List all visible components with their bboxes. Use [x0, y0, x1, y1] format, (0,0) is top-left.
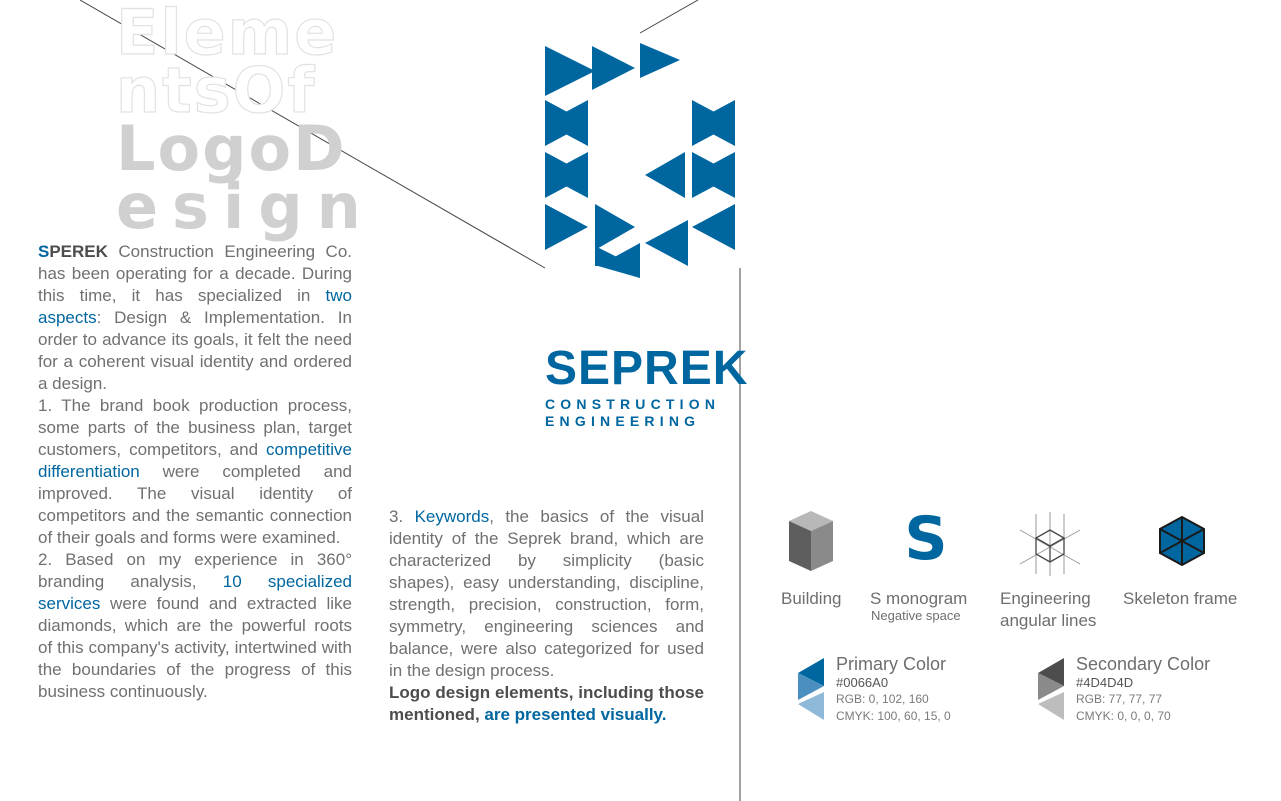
highlight-text: Keywords [414, 507, 490, 526]
paragraph-text: Construction Engineering Co. has been operating for a decade. During this time, it has specialized in [38, 242, 352, 305]
title-line: ntsOf [116, 54, 317, 127]
brand-name-text: PEREK [49, 242, 108, 261]
paragraph-text: Logo design elements, including those mentioned, [389, 683, 704, 724]
primary-color-info [836, 674, 951, 725]
highlight-text: are presented visually. [484, 705, 667, 724]
paragraph-text: 3. [389, 507, 415, 526]
logo-name: SEPREK [545, 342, 749, 395]
highlight-text: two aspects [38, 286, 352, 327]
element-label: Skeleton frame [1123, 589, 1238, 608]
paragraph-text: 2. Based on my experience in 360° branding analysis, [38, 550, 352, 591]
title-line: Eleme [116, 0, 339, 69]
point-2-paragraph [38, 549, 352, 703]
secondary-color-swatch-icon [1036, 656, 1066, 722]
primary-cmyk: CMYK: 100, 60, 15, 0 [836, 709, 951, 723]
keywords-column [389, 506, 704, 726]
elements-intro-paragraph [389, 682, 704, 726]
highlight-text: competitive differentiation [38, 440, 352, 481]
element-label: S monogram [870, 589, 968, 608]
paragraph-text: 1. The brand book production process, some parts of the business plan, target customers, competitors, and [38, 396, 352, 459]
logo-wordmark [545, 342, 749, 430]
secondary-color-title: Secondary Color [1076, 654, 1211, 674]
element-label: angular lines [1000, 611, 1097, 630]
seprek-logo-mark-icon [540, 38, 740, 278]
title-line: esign [116, 170, 375, 243]
paragraph-text: were completed and improved. The visual identity of competitors and the semantic connection of their goals and forms were examined. [38, 462, 352, 547]
secondary-hex: #4D4D4D [1076, 675, 1134, 690]
primary-hex: #0066A0 [836, 675, 889, 690]
point-3-paragraph [389, 506, 704, 682]
element-label: Building [781, 589, 842, 608]
paragraph-text: , the basics of the visual identity of the Seprek brand, which are characterized by simplicity (basic shapes), easy understanding, discipline, strength, precision, construction, form, symmetry, engineering sciences and balance, were also categorized for used in the design process. [389, 507, 704, 680]
element-label: Engineering [1000, 589, 1091, 608]
primary-rgb: RGB: 0, 102, 160 [836, 692, 929, 706]
logo-subtitle: CONSTRUCTION [545, 396, 721, 412]
cube-icon [787, 509, 835, 573]
secondary-cmyk: CMYK: 0, 0, 0, 70 [1076, 709, 1171, 723]
secondary-rgb: RGB: 77, 77, 77 [1076, 692, 1163, 706]
wireframe-cube-icon [1018, 512, 1082, 576]
primary-color-title: Primary Color [836, 654, 947, 674]
element-sublabel: Negative space [871, 608, 961, 623]
logo-subtitle: ENGINEERING [545, 413, 701, 429]
title-line: LogoD [116, 112, 347, 185]
page-title [116, 0, 375, 243]
paragraph-text: : Design & Implementation. In order to advance its goals, it felt the need for a coherent visual identity and ordered a design. [38, 308, 352, 393]
primary-color-swatch-icon [796, 656, 826, 722]
intro-column [38, 241, 352, 703]
intro-paragraph [38, 241, 352, 395]
highlight-text: 10 specialized services [38, 572, 352, 613]
brand-initial: S [38, 242, 50, 261]
s-monogram-icon: S [904, 504, 948, 574]
hexagon-frame-icon [1157, 515, 1207, 567]
point-1-paragraph [38, 395, 352, 549]
paragraph-text: were found and extracted like diamonds, which are the powerful roots of this company's activity, intertwined with the boundaries of the progress of this business continuously. [38, 594, 352, 701]
secondary-color-info [1076, 674, 1171, 725]
